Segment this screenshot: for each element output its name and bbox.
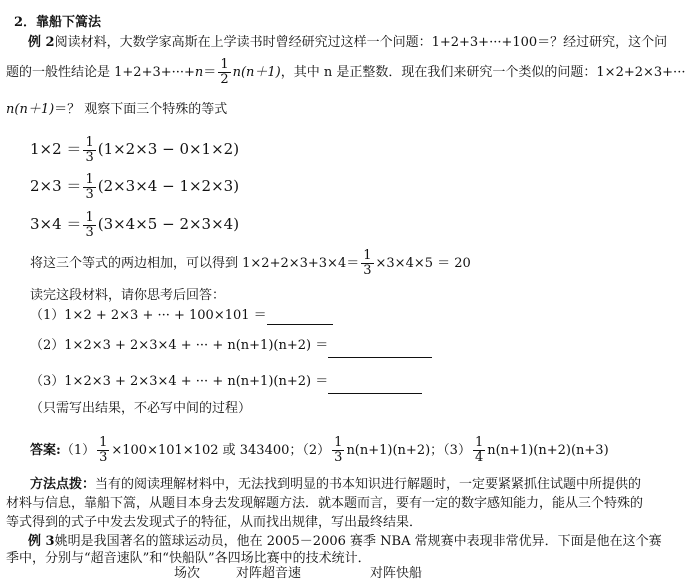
fraction-numerator: 1 [85,209,94,225]
question-1 [30,307,333,325]
question-expr: 1×2×3 + 2×3×4 + ··· + n(n+1)(n+2) ＝ [64,374,329,389]
fraction-numerator: 1 [85,171,94,187]
answer-part3: n(n+1)(n+2)(n+3) [487,443,609,458]
fraction-denominator: 3 [85,149,94,165]
answer3-fraction [473,436,485,465]
question-2 [30,334,432,358]
method-line2: 材料与信息，靠船下篙，从题目本身去发现解题方法．就本题而言，要有一定的数字感知能力，能从三个特殊的 [6,496,644,511]
fraction-denominator: 3 [363,263,372,278]
half-fraction [218,58,230,87]
example3-text-1: 姚明是我国著名的篮球运动员，他在 2005－2006 赛季 NBA 常规赛中表现非常优异．下面是他在这个赛 [54,534,662,549]
third-fraction [83,173,95,202]
answer-part2: n(n+1)(n+2)；（3） [346,443,471,458]
method-label: 方法点拨： [30,477,96,492]
n-variable: n [194,65,204,80]
section-heading: 2．靠船下篙法 [14,15,102,30]
question-3 [30,370,422,394]
prompt-text: 读完这段材料，请你思考后回答： [30,288,226,303]
question-expr: 1×2 + 2×3 + ··· + 100×101 ＝ [64,308,267,323]
fraction-denominator: 3 [85,224,94,240]
half-numerator: 1 [220,57,229,72]
answer1-fraction [97,436,109,465]
example2-text-2b: ，其中 n 是正整数．现在我们来研究一个类似的问题：1×2+2×3+··· [280,65,685,80]
fraction-denominator: 4 [474,450,484,465]
sum-result: ×3×4×5 ＝ 20 [375,256,471,271]
method-text-1: 当有的阅读理解材料中，无法找到明显的书本知识进行解题时，一定要紧紧抓住试题中所提供的 [95,477,642,492]
example2-text-2a: 题的一般性结论是 1+2+3+···+ [6,65,195,80]
fraction-numerator: 1 [99,435,108,450]
answer-line [30,434,609,468]
example2-label: 例 2 [28,35,55,50]
question-label: （1） [30,308,65,323]
question-label: （3） [30,374,65,389]
question-label: （2） [30,338,65,353]
method-line1 [30,476,641,494]
fraction-denominator: 3 [99,450,108,465]
product-formula: n(n＋1) [6,102,55,117]
answer-blank [328,357,432,358]
example3-line1 [28,533,662,551]
equation-2 [30,170,239,202]
answer-part1-prefix: （1） [60,443,96,458]
equation-rhs: (3×4×5 − 2×3×4) [97,215,240,233]
example2-line3 [6,101,227,119]
equation-rhs: (2×3×4 − 1×2×3) [97,177,240,195]
gauss-formula: n(n＋1) [232,65,281,80]
answer2-fraction [332,436,344,465]
equation-lhs: 3×4 ＝ [30,215,82,233]
half-denominator: 2 [220,72,229,87]
equation-3 [30,208,239,240]
sum-text: 将这三个等式的两边相加，可以得到 1×2+2×3+3×4＝ [30,256,360,271]
third-fraction [361,249,373,278]
equation-lhs: 1×2 ＝ [30,140,82,158]
note-text: （只需写出结果，不必写中间的过程） [30,401,252,416]
sum-line [30,249,471,279]
answer-blank [328,393,422,394]
example2-line2 [6,58,685,88]
table-header-clippers: 对阵快船 [370,566,423,581]
example2-text-1: 阅读材料，大数学家高斯在上学读书时曾经研究过这样一个问题：1+2+3+···+100＝？经过研究，这个问 [54,35,668,50]
answer-part1: ×100×101×102 或 343400；（2） [111,443,331,458]
equals-sign: ＝ [203,65,217,80]
equation-1 [30,133,239,165]
fraction-denominator: 3 [334,450,343,465]
fraction-denominator: 3 [85,186,94,202]
fraction-numerator: 1 [363,248,372,263]
table-header-games: 场次 [174,566,201,581]
example2-line1 [28,34,667,52]
question-expr: 1×2×3 + 2×3×4 + ··· + n(n+1)(n+2) ＝ [64,338,329,353]
fraction-numerator: 1 [85,134,94,150]
third-fraction [83,211,95,240]
answer-label: 答案: [30,443,61,458]
example3-line2: 季中，分别与“超音速队”和“快船队”各四场比赛中的技术统计． [6,551,371,566]
answer-blank [267,324,333,325]
fraction-numerator: 1 [334,435,343,450]
method-line3: 等式得到的式子中发去发现式子的特征，从而找出规律，写出最终结果． [6,515,423,530]
third-fraction [83,136,95,165]
table-header-sonics: 对阵超音速 [236,566,302,581]
equation-rhs: (1×2×3 − 0×1×2) [97,140,240,158]
example2-text-3: ＝？ 观察下面三个特殊的等式 [54,102,228,117]
fraction-numerator: 1 [474,435,484,450]
equation-lhs: 2×3 ＝ [30,177,82,195]
example3-label: 例 3 [28,534,55,549]
